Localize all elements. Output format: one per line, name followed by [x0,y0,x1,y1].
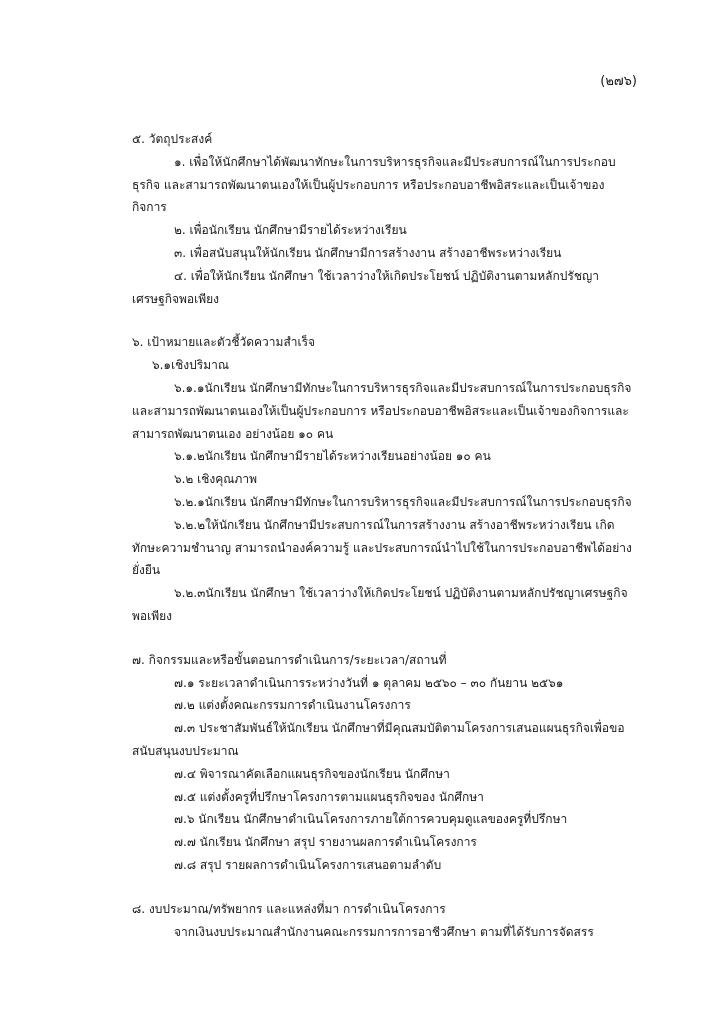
paragraph-line: ๗.๒ แต่งตั้งคณะกรรมการดำเนินงานโครงการ [174,698,411,713]
paragraph-line: ๖.๑.๒นักเรียน นักศึกษามีรายได้ระหว่างเรียนอย่างน้อย ๑๐ คน [174,449,491,464]
paragraph-line: ๖.๑.๑นักเรียน นักศึกษามีทักษะในการบริหารธุรกิจและมีประสบการณ์ในการประกอบธุรกิจ [174,380,632,395]
paragraph-line: ธุรกิจ และสามารถพัฒนาตนเองให้เป็นผู้ประกอบการ หรือประกอบอาชีพอิสระและเป็นเจ้าของ [132,177,605,192]
paragraph-line: ๗.๔ พิจารณาคัดเลือกแผนธุรกิจของนักเรียน นักศึกษา [174,766,450,781]
paragraph-line: ทักษะความชำนาญ สามารถนำองค์ความรู้ และประสบการณ์นำไปใช้ในการประกอบอาชีพได้อย่าง [132,540,632,555]
paragraph-line: ๔. เพื่อให้นักเรียน นักศึกษา ใช้เวลาว่างให้เกิดประโยชน์ ปฏิบัติงานตามหลักปรัชญา [174,268,599,283]
paragraph-line: ยั่งยืน [132,563,161,578]
paragraph-line: สามารถพัฒนาตนเอง อย่างน้อย ๑๐ คน [132,426,334,441]
paragraph-line: ๗.๖ นักเรียน นักศึกษาดำเนินโครงการภายใต้การควบคุมดูแลของครูที่ปรึกษา [174,812,568,827]
section-spacer [132,310,652,331]
section-heading: ๗. กิจกรรมและหรือขั้นตอนการดำเนินการ/ระยะเวลา/สถานที่ [132,652,447,667]
section-heading: ๖. เป้าหมายและตัวชี้วัดความสำเร็จ [132,335,316,350]
paragraph-line: ๖.๒.๒ให้นักเรียน นักศึกษามีประสบการณ์ในการสร้างงาน สร้างอาชีพระหว่างเรียน เกิด [174,517,615,532]
paragraph-line: เศรษฐกิจพอเพียง [132,291,220,306]
paragraph-line: ๗.๘ สรุป รายผลการดำเนินโครงการเสนอตามลำดับ [174,857,442,872]
paragraph-line: จากเงินงบประมาณสำนักงานคณะกรรมการการอาชีวศึกษา ตามที่ได้รับการจัดสรร [174,924,594,939]
section-spacer [132,628,652,649]
paragraph-line: ๓. เพื่อสนับสนุนให้นักเรียน นักศึกษามีการสร้างงาน สร้างอาชีพระหว่างเรียน [174,245,562,260]
section-heading: ๘. งบประมาณ/ทรัพยากร และแหล่งที่มา การดำเนินโครงการ [132,901,446,916]
paragraph-line: และสามารถพัฒนาตนเองให้เป็นผู้ประกอบการ หรือประกอบอาชีพอิสระและเป็นเจ้าของกิจการและ [132,403,629,418]
paragraph-line: สนับสนุนงบประมาณ [132,743,239,758]
section-spacer [132,877,652,898]
paragraph-line: ๒. เพื่อนักเรียน นักศึกษามีรายได้ระหว่างเรียน [174,223,407,238]
paragraph-line: ๖.๒ เชิงคุณภาพ [174,472,257,487]
paragraph-line: พอเพียง [132,608,173,623]
paragraph-line: ๗.๕ แต่งตั้งครูที่ปรึกษาโครงการตามแผนธุรกิจของ นักศึกษา [174,789,484,804]
section-heading: ๕. วัตถุประสงค์ [132,132,213,146]
paragraph-line: ๗.๑ ระยะเวลาดำเนินการระหว่างวันที่ ๑ ตุลาคม ๒๕๖๐ – ๓๐ กันยาน ๒๕๖๑ [174,675,564,690]
paragraph-line: กิจการ [132,200,167,215]
paragraph-line: ๖.๑เชิงปริมาณ [152,358,229,373]
paragraph-line: ๗.๓ ประชาสัมพันธ์ให้นักเรียน นักศึกษาที่มีคุณสมบัติตามโครงการเสนอแผนธุรกิจเพื่อขอ [174,721,625,736]
paragraph-line: ๖.๒.๓นักเรียน นักศึกษา ใช้เวลาว่างให้เกิดประโยชน์ ปฏิบัติงานตามหลักปรัชญาเศรษฐกิจ [174,586,628,601]
paragraph-line: ๗.๗ นักเรียน นักศึกษา สรุป รายงานผลการดำเนินโครงการ [174,835,477,850]
paragraph-line: ๖.๒.๑นักเรียน นักศึกษามีทักษะในการบริหารธุรกิจและมีประสบการณ์ในการประกอบธุรกิจ [174,494,632,509]
paragraph-line: ๑. เพื่อให้นักศึกษาได้พัฒนาทักษะในการบริหารธุรกิจและมีประสบการณ์ในการประกอบ [174,154,616,169]
page-number: (๒๗๖) [600,74,637,89]
document-body [132,128,652,943]
